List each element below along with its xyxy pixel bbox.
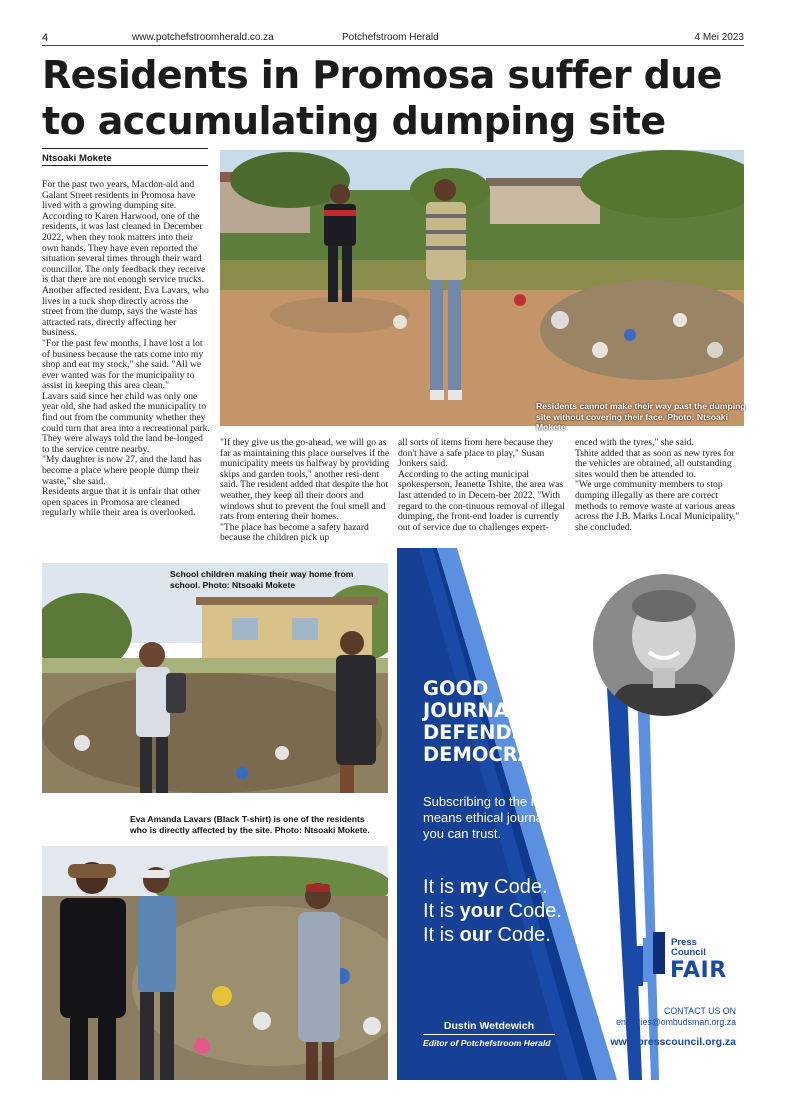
paragraph: "We urge community members to stop dumping illegally as there are correct methods to remove waste at various areas across the J.B. Marks Local Municipality," she concluded. xyxy=(575,479,740,533)
paragraph: Another affected resident, Eva Lavars, who lives in a tuck shop directly across the street from the dump, says the waste has attracted rats, directly affecting her business. xyxy=(42,284,209,339)
paragraph: all sorts of items from here because they don't have a safe place to play," Susan Jonkers said. xyxy=(398,437,554,470)
fair-logo-icon xyxy=(627,932,667,988)
byline: Ntsoaki Mokete xyxy=(42,148,208,166)
paragraph: Tshite added that as soon as new tyres for the vehicles are obtained, all outstanding sites would then be attended to. xyxy=(575,447,735,480)
headline-word: DEMOCRACY xyxy=(423,743,562,766)
logo-fair-text: FAIR xyxy=(670,958,727,983)
paragraph: Residents argue that it is unfair that other open spaces in Promosa are cleaned regularly while their area is overlooked. xyxy=(42,486,201,519)
paragraph: For the past two years, Macdon-ald and Galant Street residents in Promosa have lived with a growing dumping site. xyxy=(42,179,196,212)
paper-name: Potchefstroom Herald xyxy=(342,32,439,43)
header-url[interactable]: www.potchefstroomherald.co.za xyxy=(132,32,274,43)
article-column-3 xyxy=(398,438,566,533)
paragraph: Lavars said since her child was only one year old, she had asked the municipality to find out from the community whether they could turn that area into a recreational park. They were always told the land be-longed to the service centre nearby. xyxy=(42,390,210,455)
issue-date: 4 Mei 2023 xyxy=(694,32,744,43)
code-line: It is your Code. xyxy=(423,900,562,922)
code-line: It is our Code. xyxy=(423,924,551,946)
paragraph: "The place has become a safety hazard because the children pick up xyxy=(220,521,369,544)
headline-word: JOURNALISM xyxy=(423,699,563,722)
article-column-2 xyxy=(220,438,390,544)
photo-residents-walking xyxy=(220,150,744,426)
headline-word: GOOD xyxy=(423,677,489,700)
article-column-4 xyxy=(575,438,745,533)
advert-headline xyxy=(423,678,623,766)
editor-name: Dustin Wetdewich xyxy=(423,1020,555,1035)
press-council-advert[interactable] xyxy=(397,548,746,1080)
advert-subtext: Subscribing to the Press Code means ethical journalism that you can trust. xyxy=(423,794,599,841)
article-column-1 xyxy=(42,180,210,519)
photo-eva-lavars xyxy=(42,846,388,1080)
paragraph: enced with the tyres," she said. xyxy=(575,437,694,448)
headline-word: DEFENDS xyxy=(423,721,526,744)
logo-small-text: Press Council xyxy=(671,937,706,958)
contact-email[interactable]: enquiries@ombudsman.org.za xyxy=(616,1017,736,1027)
photo-caption: Eva Amanda Lavars (Black T-shirt) is one of the residents who is directly affected by the site. Photo: Ntsoaki Mokete. xyxy=(130,814,370,835)
editor-role: Editor of Potchefstroom Herald xyxy=(423,1038,551,1048)
page-header xyxy=(42,30,744,46)
paragraph: According to the acting municipal spokesperson, Jeanette Tshite, the area was last attended to in Decem-ber 2022. "With regard to the con-tinuous removal of illegal dumping, the front-end loader is currently out of service due to challenges expert- xyxy=(398,468,565,533)
paragraph: "My daughter is now 27, and the land has become a place where people dump their waste," she said. xyxy=(42,454,202,487)
advert-contact xyxy=(586,1006,736,1028)
article-headline xyxy=(42,52,752,144)
contact-label: CONTACT US ON xyxy=(663,1006,736,1016)
page-number: 4 xyxy=(42,32,49,44)
paragraph: "If they give us the go-ahead, we will go as far as maintaining this place ourselves if the municipality meets us halfway by providing skips and garden tools," another resi-dent said. The resident added that despite the hot weather, they keep all their doors and windows shut to prevent the foul smell and rats from entering their homes. xyxy=(220,437,390,523)
paragraph: "For the past few months, I have lost a lot of business because the rats come into my shop and eat my stock," she said. "All we ever wanted was for the municipality to assist in keeping this area clean." xyxy=(42,337,204,392)
advert-website[interactable]: www.presscouncil.org.za xyxy=(610,1036,736,1048)
headline-line-1: Residents in Promosa suffer due xyxy=(42,53,722,97)
advert-code-lines xyxy=(423,875,643,947)
headline-line-2: to accumulating dumping site xyxy=(42,99,666,143)
photo-school-children xyxy=(42,563,388,793)
press-council-logo xyxy=(627,932,737,998)
paragraph: According to Karen Harwood, one of the residents, it was last cleaned in December 2022, when they took matters into their own hands. They have even reported the situation several times through their ward councillor. The only feedback they receive is that there are not enough service trucks. xyxy=(42,210,206,286)
photo-caption: Residents cannot make their way past the dumping site without covering their face. Photo: Ntsoaki Mokete xyxy=(536,401,746,432)
photo-caption: School children making their way home from school. Photo: Ntsoaki Mokete xyxy=(170,569,354,590)
code-line: It is my Code. xyxy=(423,876,548,898)
